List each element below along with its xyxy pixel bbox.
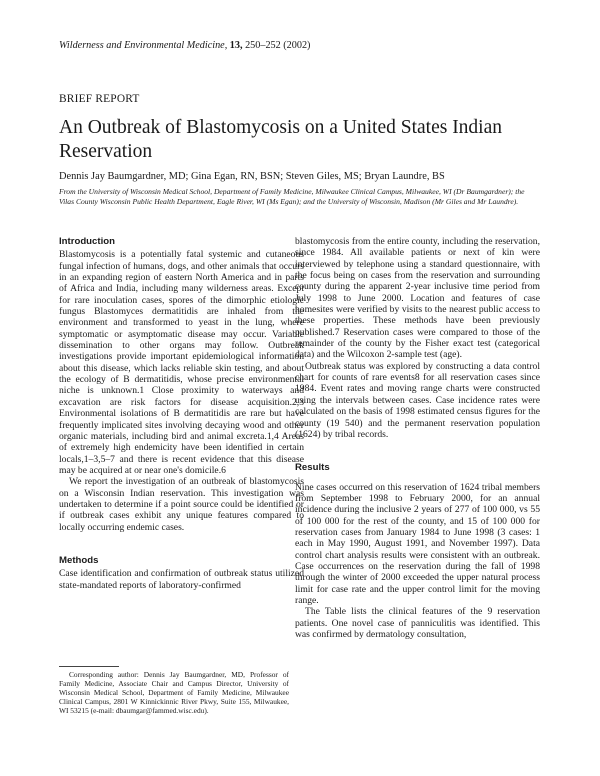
journal-pages: 250–252 (2002) (245, 40, 311, 51)
methods-paragraph-1-continued: blastomycosis from the entire county, including the reservation, since 1984. All available patients or next of kin were interviewed by telephone using a standard questionnaire, with the focus being on cases from the reservation and surrounding county during the apparent 2-year inclusive time period from July 1998 to June 2000. Location and features of case homesites were verified by visits to the nearest public access to these properties. These methods have been previously published.7 Reservation cases were compared to those of the remainder of the county by the Fisher exact test (categorical data) and the Wilcoxon 2-sample test (age). (295, 236, 540, 361)
results-paragraph-1: Nine cases occurred on this reservation of 1624 tribal members from September 1998 to February 2000, for an annual incidence during the inclusive 2 years of 277 of 100 000, vs 55 of 100 000 for the rest of the county, and 15 of 100 000 for reservation cases from January 1984 to June 1998 (3 cases: 1 each in May 1990, August 1991, and November 1997). Data control chart analysis results were consistent with an outbreak. Case occurrences on the reservation during the fall of 1998 through the winter of 2000 exceeded the upper natural process limit for case rate and the upper control limit for the moving range. (295, 481, 540, 606)
footnote-divider (59, 666, 119, 667)
results-paragraph-2: The Table lists the clinical features of the 9 reservation patients. One novel case of panniculitis was identified. This was confirmed by dermatology consultation, (295, 606, 540, 640)
right-column (295, 236, 540, 640)
introduction-paragraph-1: Blastomycosis is a potentially fatal systemic and cutaneous fungal infection of humans, dogs, and other animals that occurs in an expanding region of eastern North America and in parts of Africa and India, including many wilderness areas. Except for rare inoculation cases, spores of the dimorphic etiologic fungus Blastomyces dermatitidis are inhaled from the environment and transformed to yeast in the lung, where symptomatic or asymptomatic disease may occur. Variable dissemination to other organs may follow. Outbreak investigations provide important epidemiological information about this disease, which lacks reliable skin testing, and about the ecology of B dermatitidis, whose precise environmental niche is unknown.1 Close proximity to waterways and excavation are risk factors for disease acquisition.2,3 Environmental isolations of B dermatitidis are rare but have frequently implicated sites involving decaying wood and other organic materials, including bird and animal excreta.1,4 Areas of extremely high endemicity have been identified in certain locals,1–3,5–7 and there is recent evidence that this disease may be acquired at or near one's domicile.6 (59, 249, 304, 476)
author-affiliations: From the University of Wisconsin Medical School, Department of Family Medicine, Milwaukee Clinical Campus, Milwaukee, WI (Dr Baumgardner); the Vilas County Wisconsin Public Health Department, Eagle River, WI (Ms Egan); and the University of Wisconsin, Madison (Mr Giles and Mr Laundre). (59, 187, 525, 206)
corresponding-author-footnote: Corresponding author: Dennis Jay Baumgardner, MD, Professor of Family Medicine, Associate Chair and Campus Director, University of Wisconsin Medical School, Department of Family Medicine, Milwaukee Clinical Campus, 2801 W Kinnickinnic River Pkwy, Suite 155, Milwaukee, WI 53215 (e-mail: dbaumgar@fammed.wisc.edu). (59, 670, 289, 716)
methods-paragraph-1: Case identification and confirmation of outbreak status utilized state-mandated reports of laboratory-confirmed (59, 568, 304, 591)
journal-volume: 13, (229, 40, 243, 51)
journal-citation (59, 40, 310, 51)
introduction-heading: Introduction (59, 236, 115, 247)
left-column (59, 236, 304, 591)
results-heading: Results (295, 462, 330, 474)
author-list: Dennis Jay Baumgardner, MD; Gina Egan, RN, BSN; Steven Giles, MS; Bryan Laundre, BS (59, 171, 445, 182)
methods-paragraph-2: Outbreak status was explored by constructing a data control chart for counts of rare events8 for all reservation cases since 1984. Event rates and moving range charts were constructed using the intervals between cases. Case incidence rates were calculated on the basis of 1998 estimated census figures for the county (19 540) and the permanent reservation population (1624) by tribal records. (295, 360, 540, 440)
article-title: An Outbreak of Blastomycosis on a United States Indian Reservation (59, 117, 503, 162)
methods-heading: Methods (59, 554, 99, 566)
journal-name: Wilderness and Environmental Medicine, (59, 40, 228, 51)
introduction-paragraph-2: We report the investigation of an outbreak of blastomycosis on a Wisconsin Indian reservation. This investigation was undertaken to determine if a point source could be identified or if outbreak cases exhibit any unique features compared to locally occurring endemic cases. (59, 476, 304, 533)
section-label: BRIEF REPORT (59, 93, 140, 105)
